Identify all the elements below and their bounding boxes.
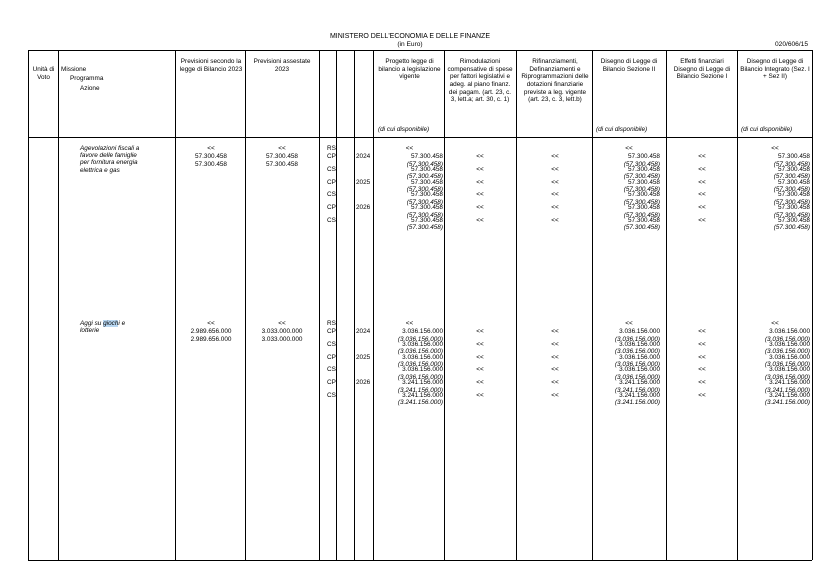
grid-vline xyxy=(737,50,738,560)
disegno-disponibile: (57.300.458) xyxy=(623,186,660,194)
disegno-value: 3.241.156.000 xyxy=(619,379,660,386)
progetto-value: 3.036.156.000 xyxy=(402,353,443,361)
grid-vline xyxy=(812,50,813,560)
rimodulazioni-value: << xyxy=(476,191,484,198)
integrato-value: 57.300.458 xyxy=(778,153,810,160)
rs-progetto-value: << xyxy=(405,320,414,327)
azione-name-line: per fornitura energia xyxy=(80,159,138,167)
header-effetti: Effetti finanziari Disegno di Legge di Bilancio Sezione I xyxy=(673,58,731,81)
label-cp: CP xyxy=(327,204,336,211)
rifinanziamenti-value: << xyxy=(551,191,559,198)
effetti-value: << xyxy=(698,353,706,361)
label-cp: CP xyxy=(327,153,336,160)
disegno-value: 3.036.156.000 xyxy=(619,340,660,348)
grid-vline xyxy=(666,50,667,560)
year-label: 2024 xyxy=(356,153,371,160)
prev-bilancio-value: 57.300.458 xyxy=(195,153,227,160)
integrato-disponibile: (3.036.156.000) xyxy=(764,348,810,356)
prev-bilancio-value: 57.300.458 xyxy=(195,161,227,168)
progetto-value: 57.300.458 xyxy=(411,216,443,224)
page-title: MINISTERO DELL'ECONOMIA E DELLE FINANZE xyxy=(329,33,491,40)
disegno-disponibile: (57.300.458) xyxy=(623,198,660,206)
disegno-disponibile: (57.300.458) xyxy=(623,173,660,181)
prev-assestate-value: << xyxy=(278,320,286,327)
header-azione: Azione xyxy=(80,85,100,92)
prev-bilancio-value: 2.989.656.000 xyxy=(190,336,232,343)
label-cp: CP xyxy=(327,178,336,186)
rifinanziamenti-value: << xyxy=(551,178,559,186)
year-label: 2024 xyxy=(356,328,371,335)
integrato-value: 57.300.458 xyxy=(778,191,810,198)
year-label: 2026 xyxy=(356,204,371,211)
header-prev-assestate: Previsioni assestate 2023 xyxy=(253,58,311,73)
rimodulazioni-value: << xyxy=(476,366,484,373)
rifinanziamenti-value: << xyxy=(551,204,559,211)
progetto-disponibile: (57.300.458) xyxy=(406,198,443,206)
azione-name-line: favore delle famiglie xyxy=(80,152,137,160)
disegno-value: 57.300.458 xyxy=(628,153,660,160)
azione-name-line: lotterie xyxy=(80,327,100,335)
disegno-disponibile: (3.036.156.000) xyxy=(614,335,660,343)
effetti-value: << xyxy=(698,191,706,198)
progetto-disponibile: (57.300.458) xyxy=(406,224,443,232)
label-cs: CS xyxy=(327,165,336,173)
integrato-disponibile: (57.300.458) xyxy=(773,186,810,194)
prev-assestate-value: 3.033.000.000 xyxy=(261,328,303,335)
prev-assestate-value: << xyxy=(278,145,286,152)
progetto-value: 3.241.156.000 xyxy=(402,379,443,386)
integrato-disponibile: (3.036.156.000) xyxy=(764,335,810,343)
prev-bilancio-value: << xyxy=(207,320,215,327)
integrato-disponibile: (57.300.458) xyxy=(773,224,810,232)
label-cs: CS xyxy=(327,340,336,348)
prev-assestate-value: 57.300.458 xyxy=(266,153,298,160)
progetto-disponibile: (57.300.458) xyxy=(406,211,443,219)
azione-name-line: elettrica e gas xyxy=(80,166,120,174)
disegno-disponibile: (57.300.458) xyxy=(623,224,660,232)
rifinanziamenti-value: << xyxy=(551,216,559,224)
grid-vline xyxy=(245,50,246,560)
year-label: 2025 xyxy=(356,353,371,361)
integrato-disponibile: (57.300.458) xyxy=(773,173,810,181)
grid-vline xyxy=(28,50,29,560)
progetto-value: 57.300.458 xyxy=(411,191,443,198)
header-prev-bilancio: Previsioni secondo la legge di Bilancio 2023 xyxy=(179,58,243,73)
effetti-value: << xyxy=(698,328,706,335)
page-subtitle: (in Euro) xyxy=(397,41,423,48)
azione-name-line: Agevolazioni fiscali a xyxy=(80,145,140,152)
effetti-value: << xyxy=(698,366,706,373)
table-bottom-line xyxy=(28,560,812,561)
label-cp: CP xyxy=(327,379,336,386)
label-cs: CS xyxy=(327,191,336,198)
disegno-value: 57.300.458 xyxy=(628,216,660,224)
grid-vline xyxy=(373,50,374,560)
rs-integrato-value: << xyxy=(771,145,779,152)
prev-bilancio-value: 2.989.656.000 xyxy=(190,328,232,335)
disegno-value: 3.036.156.000 xyxy=(619,328,660,335)
integrato-value: 3.036.156.000 xyxy=(769,340,810,348)
integrato-disponibile: (57.300.458) xyxy=(773,198,810,206)
grid-vline xyxy=(444,50,445,560)
rifinanziamenti-value: << xyxy=(551,165,559,173)
year-label: 2025 xyxy=(356,178,371,186)
rifinanziamenti-value: << xyxy=(551,379,559,386)
effetti-value: << xyxy=(698,165,706,173)
header-unit: Unità di Voto xyxy=(32,66,55,81)
header-di-cui-integrato: (di cui disponibile) xyxy=(741,126,793,133)
header-programma: Programma xyxy=(70,75,104,82)
effetti-value: << xyxy=(698,153,706,160)
progetto-disponibile: (57.300.458) xyxy=(406,186,443,194)
integrato-value: 3.241.156.000 xyxy=(769,391,810,399)
rifinanziamenti-value: << xyxy=(551,340,559,348)
disegno-disponibile: (3.241.156.000) xyxy=(614,386,660,394)
progetto-disponibile: (3.241.156.000) xyxy=(397,399,443,407)
disegno-disponibile: (57.300.458) xyxy=(623,211,660,219)
progetto-disponibile: (57.300.458) xyxy=(406,160,443,168)
disegno-disponibile: (3.036.156.000) xyxy=(614,348,660,356)
integrato-value: 57.300.458 xyxy=(778,178,810,186)
year-label: 2026 xyxy=(356,379,371,386)
integrato-disponibile: (57.300.458) xyxy=(773,211,810,219)
rifinanziamenti-value: << xyxy=(551,328,559,335)
disegno-value: 3.036.156.000 xyxy=(619,353,660,361)
header-rifinanziamenti: Rifinanziamenti, Definanziamenti e Riprogrammazioni delle dotazioni finanziarie previste a leg. vigente (art. 23, c. 3, lett.b) xyxy=(521,58,589,104)
rimodulazioni-value: << xyxy=(476,165,484,173)
integrato-value: 3.036.156.000 xyxy=(769,366,810,373)
label-cs: CS xyxy=(327,366,336,373)
header-integrato: Disegno di Legge di Bilancio Integrato (Sez. I + Sez II) xyxy=(740,58,810,81)
effetti-value: << xyxy=(698,391,706,399)
disegno-value: 57.300.458 xyxy=(628,204,660,211)
integrato-disponibile: (3.241.156.000) xyxy=(764,386,810,394)
rs-disegno-value: << xyxy=(625,320,633,327)
label-cp: CP xyxy=(327,353,336,361)
header-di-cui-disegno: (di cui disponibile) xyxy=(596,126,648,133)
page-code: 020/606/15 xyxy=(774,41,808,48)
rimodulazioni-value: << xyxy=(476,379,484,386)
progetto-disponibile: (3.036.156.000) xyxy=(397,373,443,381)
disegno-value: 3.036.156.000 xyxy=(619,366,660,373)
rifinanziamenti-value: << xyxy=(551,391,559,399)
rs-disegno-value: << xyxy=(625,145,633,152)
progetto-value: 57.300.458 xyxy=(411,178,443,186)
grid-vline xyxy=(592,50,593,560)
rimodulazioni-value: << xyxy=(476,391,484,399)
grid-vline xyxy=(319,50,320,560)
effetti-value: << xyxy=(698,340,706,348)
rifinanziamenti-value: << xyxy=(551,153,559,160)
grid-vline xyxy=(516,50,517,560)
disegno-value: 57.300.458 xyxy=(628,191,660,198)
header-progetto: Progetto legge di bilancio a legislazione vigente xyxy=(378,58,441,81)
rs-integrato-value: << xyxy=(771,320,779,327)
rimodulazioni-value: << xyxy=(476,340,484,348)
label-rs: RS xyxy=(327,145,336,152)
rimodulazioni-value: << xyxy=(476,153,484,160)
integrato-disponibile: (3.036.156.000) xyxy=(764,361,810,369)
rimodulazioni-value: << xyxy=(476,216,484,224)
disegno-value: 3.241.156.000 xyxy=(619,391,660,399)
progetto-value: 57.300.458 xyxy=(411,153,443,160)
integrato-value: 3.036.156.000 xyxy=(769,353,810,361)
integrato-disponibile: (3.036.156.000) xyxy=(764,373,810,381)
azione-name-part: i e xyxy=(118,320,126,327)
disegno-disponibile: (57.300.458) xyxy=(623,160,660,168)
effetti-value: << xyxy=(698,379,706,386)
progetto-disponibile: (57.300.458) xyxy=(406,173,443,181)
azione-name-highlight: gioch xyxy=(103,320,119,327)
prev-bilancio-value: << xyxy=(207,145,215,152)
disegno-disponibile: (3.241.156.000) xyxy=(614,399,660,407)
integrato-value: 3.036.156.000 xyxy=(769,328,810,335)
disegno-disponibile: (3.036.156.000) xyxy=(614,361,660,369)
rimodulazioni-value: << xyxy=(476,204,484,211)
progetto-disponibile: (3.036.156.000) xyxy=(397,335,443,343)
integrato-value: 57.300.458 xyxy=(778,165,810,173)
label-cs: CS xyxy=(327,216,336,224)
integrato-disponibile: (57.300.458) xyxy=(773,160,810,168)
label-rs: RS xyxy=(327,320,336,327)
progetto-value: 3.241.156.000 xyxy=(402,391,443,399)
effetti-value: << xyxy=(698,204,706,211)
integrato-value: 57.300.458 xyxy=(778,216,810,224)
header-disegno-sez2: Disegno di Legge di Bilancio Sezione II xyxy=(600,58,658,73)
disegno-value: 57.300.458 xyxy=(628,178,660,186)
progetto-disponibile: (3.036.156.000) xyxy=(397,348,443,356)
prev-assestate-value: 57.300.458 xyxy=(266,161,298,168)
rimodulazioni-value: << xyxy=(476,328,484,335)
effetti-value: << xyxy=(698,178,706,186)
rifinanziamenti-value: << xyxy=(551,353,559,361)
progetto-value: 3.036.156.000 xyxy=(402,340,443,348)
grid-vline xyxy=(175,50,176,560)
rifinanziamenti-value: << xyxy=(551,366,559,373)
grid-vline xyxy=(336,50,337,560)
grid-vline xyxy=(354,50,355,560)
prev-assestate-value: 3.033.000.000 xyxy=(261,336,303,343)
header-missione: Missione xyxy=(61,66,87,73)
progetto-disponibile: (3.036.156.000) xyxy=(397,361,443,369)
effetti-value: << xyxy=(698,216,706,224)
grid-vline xyxy=(58,50,59,560)
progetto-value: 3.036.156.000 xyxy=(402,328,443,335)
header-bottom-line xyxy=(28,137,812,138)
rimodulazioni-value: << xyxy=(476,353,484,361)
azione-name-part: Aggi su xyxy=(80,320,104,327)
label-cs: CS xyxy=(327,391,336,399)
progetto-value: 3.036.156.000 xyxy=(402,366,443,373)
integrato-disponibile: (3.241.156.000) xyxy=(764,399,810,407)
progetto-disponibile: (3.241.156.000) xyxy=(397,386,443,394)
integrato-value: 57.300.458 xyxy=(778,204,810,211)
table-top-line xyxy=(28,50,812,51)
integrato-value: 3.241.156.000 xyxy=(769,379,810,386)
disegno-disponibile: (3.036.156.000) xyxy=(614,373,660,381)
progetto-value: 57.300.458 xyxy=(411,165,443,173)
label-cp: CP xyxy=(327,328,336,335)
header-rimodulazioni: Rimodulazioni compensative di spese per fattori legislativi e adeg. al piano finanz. dei pagam. (art. 23, c. 3, lett.a; art. 30, c. 1) xyxy=(447,58,513,104)
rs-progetto-value: << xyxy=(405,145,414,152)
disegno-value: 57.300.458 xyxy=(628,165,660,173)
rimodulazioni-value: << xyxy=(476,178,484,186)
header-di-cui-progetto: (di cui disponibile) xyxy=(378,126,430,133)
progetto-value: 57.300.458 xyxy=(411,204,443,211)
